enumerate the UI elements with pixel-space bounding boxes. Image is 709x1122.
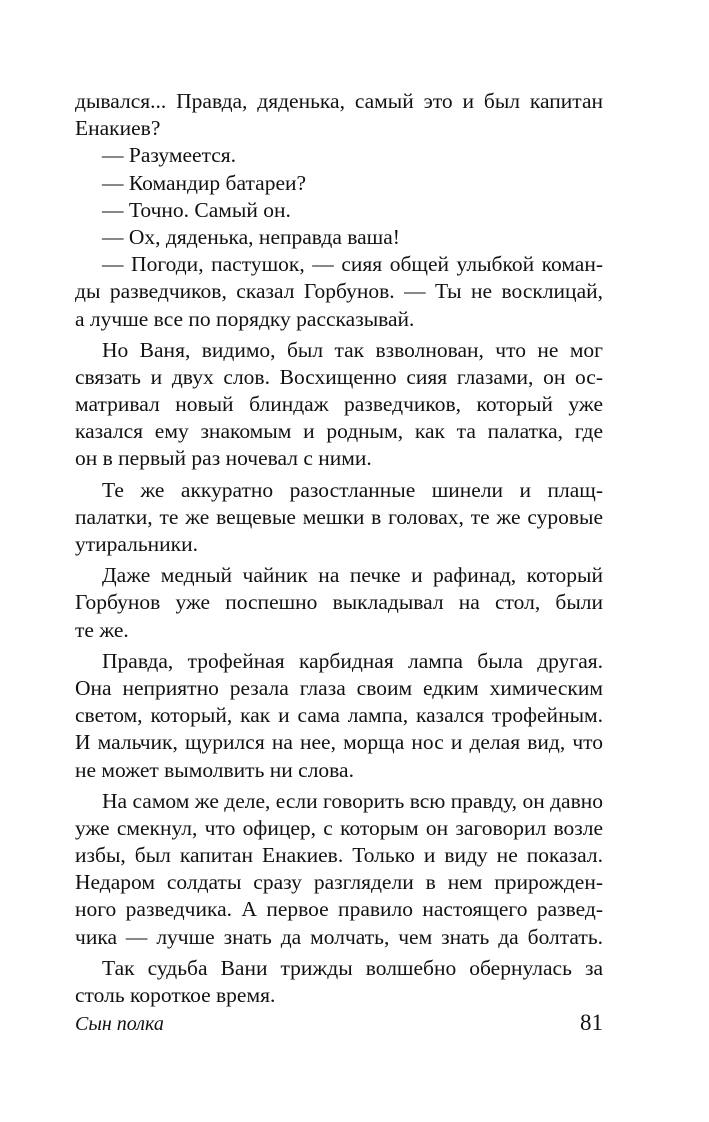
text-line: чика — лучше знать да молчать, чем знать да болтать. [75,924,603,949]
text-line: ного разведчика. А первое правило настоящего развед- [75,897,603,922]
text-line: палатки, те же вещевые мешки в головах, те же суровые [75,504,603,529]
text-line: те же. [75,617,129,642]
text-line: он в первый раз ночевал с ними. [75,446,372,471]
text-line: — Точно. Самый он. [102,197,291,222]
page-number: 81 [580,1010,603,1035]
paragraph [75,197,603,224]
text-line: казался ему знакомым и родным, как та палатка, где [75,419,603,444]
text-line: И мальчик, щурился на нее, морща нос и делая вид, что [75,730,603,755]
text-line: связать и двух слов. Восхищенно сияя глазами, он ос- [75,364,603,389]
text-line: Правда, трофейная карбидная лампа была другая. [102,648,603,673]
text-line: уже смекнул, что офицер, с которым он заговорил возле [75,815,603,840]
page-footer [75,1009,603,1039]
paragraph [75,955,603,1009]
text-line: дывался... Правда, дяденька, самый это и был капитан [75,89,603,113]
text-line: столь короткое время. [75,983,276,1007]
text-line: а лучше все по порядку рассказывай. [75,306,415,331]
text-line: Те же аккуратно разостланные шинели и плащ- [102,477,603,502]
text-line: Енакиев? [75,116,161,141]
paragraph [75,224,603,251]
text-line: — Погоди, пастушок, — сияя общей улыбкой коман- [102,252,603,277]
paragraph [75,88,603,142]
text-line: ды разведчиков, сказал Горбунов. — Ты не восклицай, [75,279,603,304]
paragraph [75,788,603,951]
text-line: — Командир батареи? [102,170,307,195]
text-line: Недаром солдаты сразу разглядели в нем прирожден- [75,870,603,895]
text-line: Но Ваня, видимо, был так взволнован, что не мог [102,337,603,362]
text-line: избы, был капитан Енакиев. Только и виду не показал. [75,843,603,868]
text-line: — Разумеется. [102,143,237,168]
paragraph [75,477,603,559]
text-line: Так судьба Вани трижды волшебно обернулась за [102,955,603,980]
paragraph [75,562,603,644]
text-line: — Ох, дяденька, неправда ваша! [102,224,400,249]
paragraph [75,648,603,784]
text-line: светом, который, как и сама лампа, казался трофейным. [75,703,603,728]
page-body [75,88,603,1009]
paragraph [75,337,603,473]
text-line: утиральники. [75,532,199,556]
text-line: Она неприятно резала глаза своим едким химическим [75,675,603,700]
text-line: не может вымолвить ни слова. [75,757,354,782]
text-line: Горбунов уже поспешно выкладывал на стол, были [75,590,603,615]
text-line: матривал новый блиндаж разведчиков, который уже [75,392,603,417]
book-title: Сын полка [75,1013,164,1035]
paragraph [75,142,603,169]
text-line: На самом же деле, если говорить всю правду, он давно [102,788,603,813]
paragraph [75,251,603,333]
paragraph [75,170,603,197]
text-line: Даже медный чайник на печке и рафинад, который [102,563,603,588]
